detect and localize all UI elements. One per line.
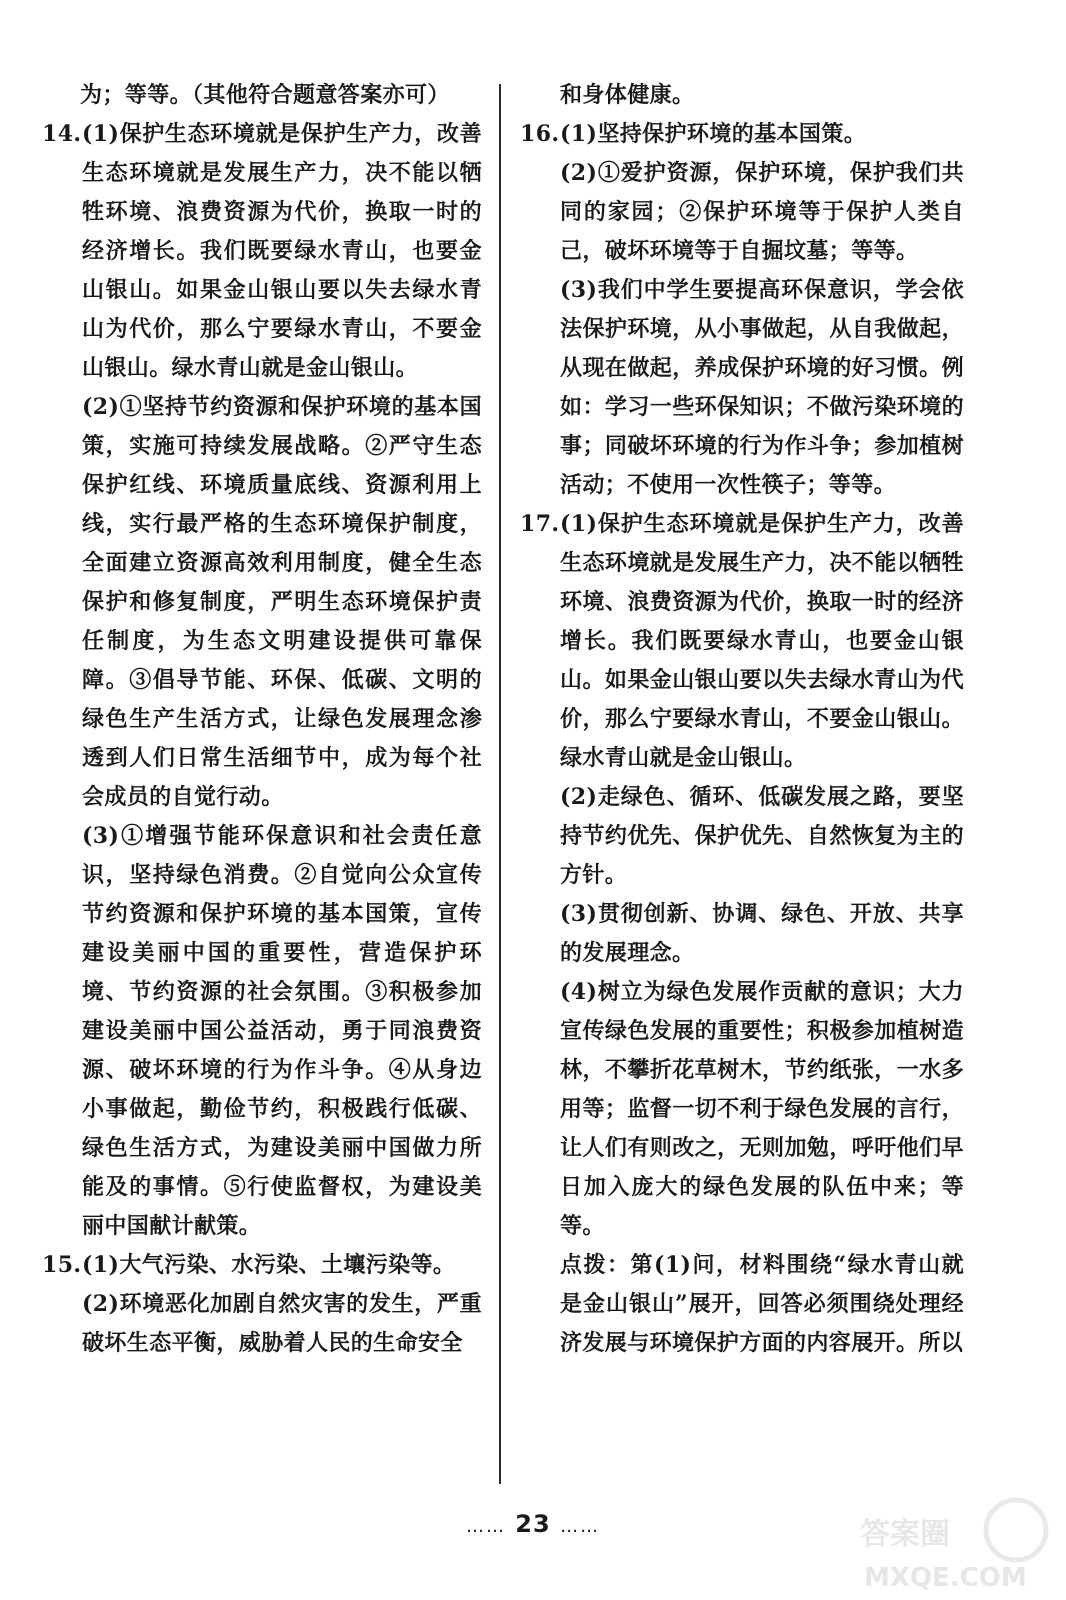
question-number: 16. (520, 121, 560, 147)
answer-text: (1)坚持保护环境的基本国策。 (560, 121, 867, 147)
watermark-logo (856, 1494, 1056, 1594)
answer-16-part2: (2)①爱护资源，保护环境，保护我们共同的家园；②保护环境等于保护人类自己，破坏环境等于自掘坟墓；等等。 (560, 160, 964, 264)
answer-14-part2: (2)①坚持节约资源和保护环境的基本国策，实施可持续发展战略。②严守生态保护红线、环境质量底线、资源利用上线，实行最严格的生态环境保护制度，全面建立资源高效利用制度，健全生态保护和修复制度，严明生态环境保护责任制度，为生态文明建设提供可靠保障。③倡导节能、环保、低碳、文明的绿色生产生活方式，让绿色发展理念渗透到人们日常生活细节中，成为每个社会成员的自觉行动。 (82, 394, 482, 810)
answer-14-part1 (42, 115, 482, 388)
watermark-brand: 答案圈 (860, 1517, 950, 1552)
tip-label: 点拨： (560, 1252, 631, 1278)
right-column (520, 76, 964, 1363)
question-number: 15. (42, 1252, 82, 1278)
answer-16-part1 (520, 115, 964, 154)
tip-paragraph (520, 1246, 964, 1363)
answer-17-part3: (3)贯彻创新、协调、绿色、开放、共享的发展理念。 (560, 901, 964, 966)
answer-text: (1)保护生态环境就是保护生产力，改善生态环境就是发展生产力，决不能以牺牲环境、浪费资源为代价，换取一时的经济增长。我们既要绿水青山，也要金山银山。如果金山银山要以失去绿水青山为代价，那么宁要绿水青山，不要金山银山。绿水青山就是金山银山。 (82, 121, 482, 381)
watermark-site: MXQE.COM (864, 1563, 1027, 1593)
page-number: 23 (515, 1510, 551, 1538)
footer-dots-left: …… (465, 1516, 506, 1537)
left-column (42, 76, 482, 1363)
column-divider (499, 84, 501, 1484)
answer-15-part2: (2)环境恶化加剧自然灾害的发生，严重破坏生态平衡，威胁着人民的生命安全 (82, 1291, 482, 1356)
footer-dots-right: …… (560, 1516, 601, 1537)
continued-line: 和身体健康。 (560, 82, 695, 108)
tip-text: 第(1)问，材料围绕“绿水青山就是金山银山”展开，回答必须围绕处理经济发展与环境保护方面的内容展开。所以 (560, 1252, 965, 1356)
question-number: 14. (42, 121, 82, 147)
answer-text: (1)保护生态环境就是保护生产力，改善生态环境就是发展生产力，决不能以牺牲环境、浪费资源为代价，换取一时的经济增长。我们既要绿水青山，也要金山银山。如果金山银山要以失去绿水青山为代价，那么宁要绿水青山，不要金山银山。绿水青山就是金山银山。 (560, 511, 964, 771)
continued-line: 为；等等。（其他符合题意答案亦可） (80, 82, 450, 108)
answer-15-part1 (42, 1246, 482, 1285)
answer-17-part1 (520, 505, 964, 778)
answer-17-part4: (4)树立为绿色发展作贡献的意识；大力宣传绿色发展的重要性；积极参加植树造林，不攀折花草树木，节约纸张，一水多用等；监督一切不利于绿色发展的言行，让人们有则改之，无则加勉，呼吁他们早日加入庞大的绿色发展的队伍中来；等等。 (560, 979, 964, 1239)
answer-14-part3: (3)①增强节能环保意识和社会责任意识，坚持绿色消费。②自觉向公众宣传节约资源和保护环境的基本国策，宣传建设美丽中国的重要性，营造保护环境、节约资源的社会氛围。③积极参加建设美丽中国公益活动，勇于同浪费资源、破坏环境的行为作斗争。④从身边小事做起，勤俭节约，积极践行低碳、绿色生活方式，为建设美丽中国做力所能及的事情。⑤行使监督权，为建设美丽中国献计献策。 (82, 823, 482, 1239)
answer-text: (1)大气污染、水污染、土壤污染等。 (82, 1252, 456, 1278)
answer-17-part2: (2)走绿色、循环、低碳发展之路，要坚持节约优先、保护优先、自然恢复为主的方针。 (560, 784, 964, 888)
question-number: 17. (520, 511, 560, 537)
answer-16-part3: (3)我们中学生要提高环保意识，学会依法保护环境，从小事做起，从自我做起，从现在做起，养成保护环境的好习惯。例如：学习一些环保知识；不做污染环境的事；同破坏环境的行为作斗争；参加植树活动；不使用一次性筷子；等等。 (560, 277, 964, 498)
